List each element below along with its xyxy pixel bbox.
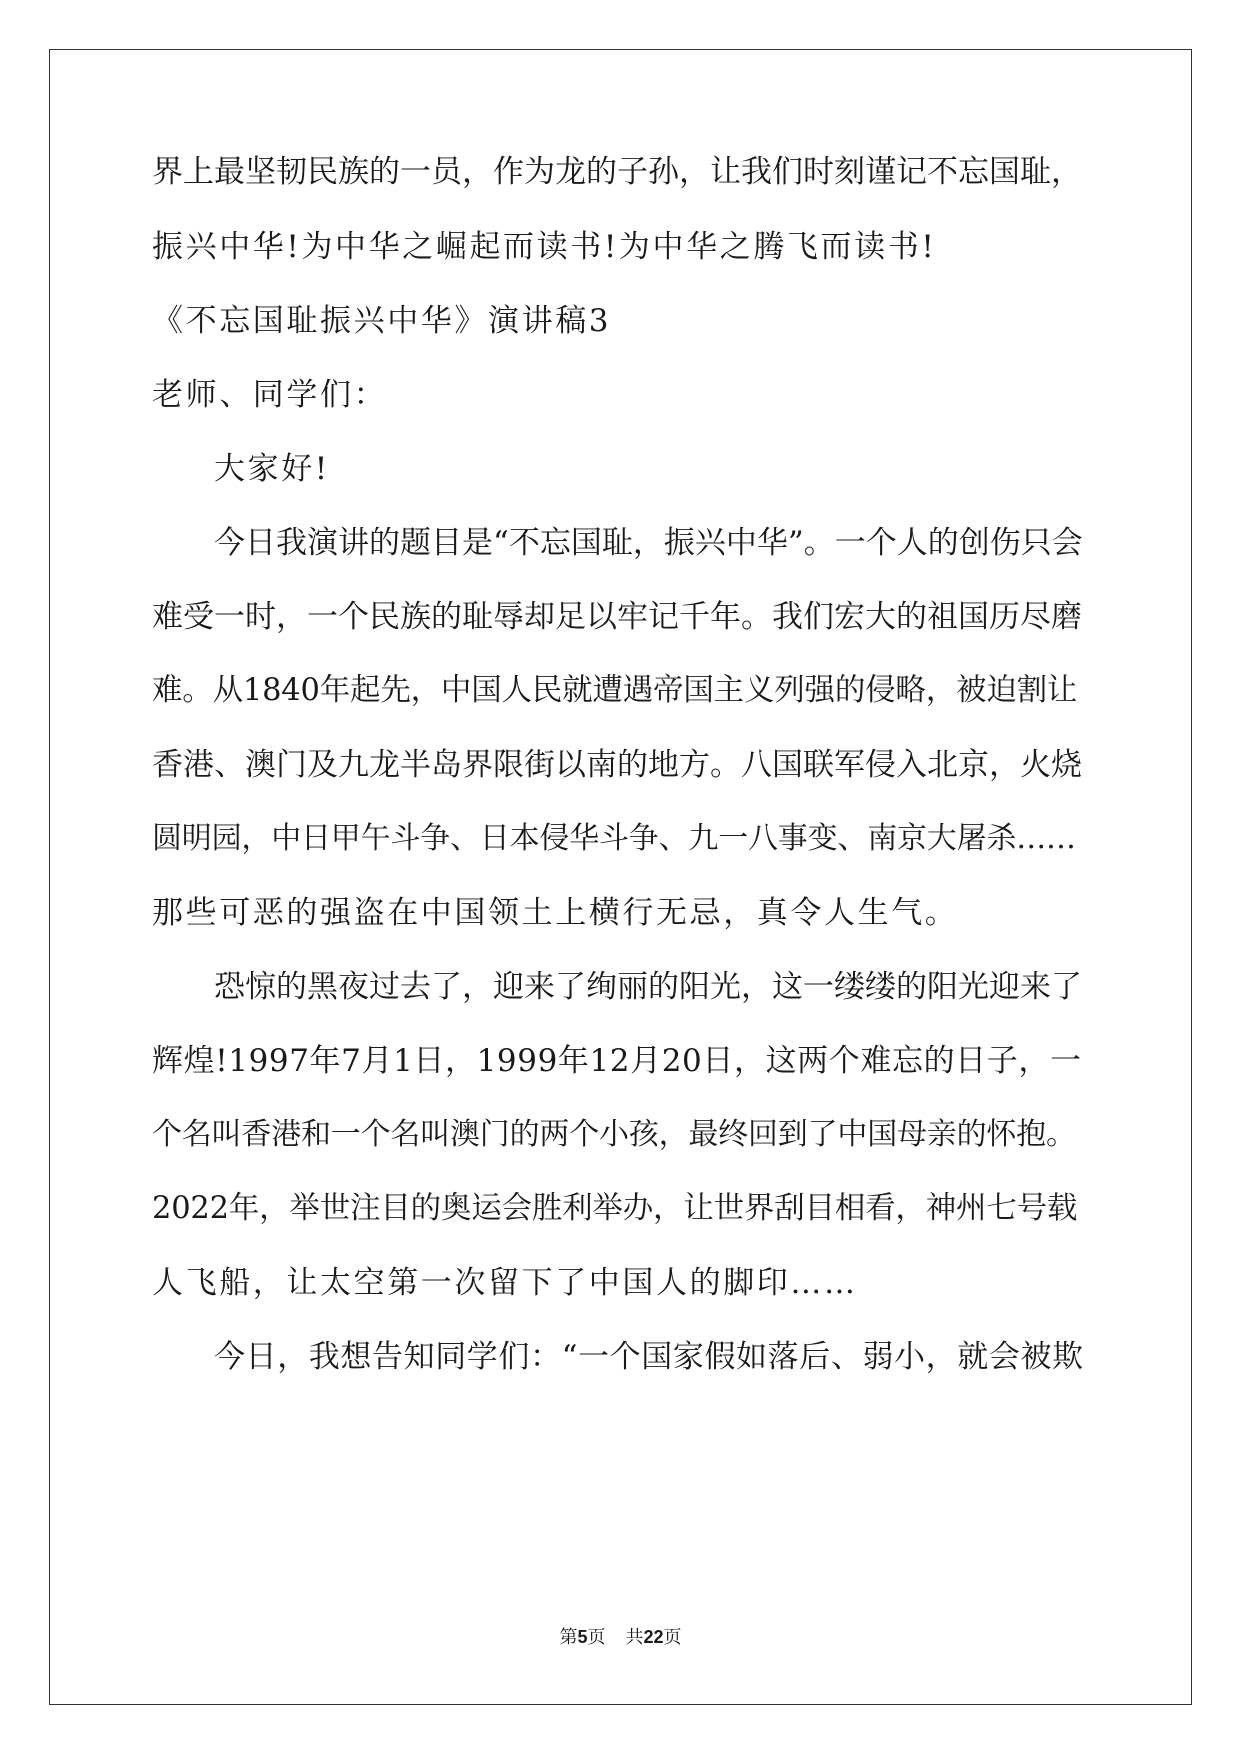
text-line: 界上最坚韧民族的一员，作为龙的子孙，让我们时刻谨记不忘国耻， [152,154,1082,190]
greeting: 大家好! [214,451,330,487]
salutation: 老师、同学们： [152,377,388,413]
page-footer [0,1625,1241,1650]
text-line: 振兴中华!为中华之崛起而读书!为中华之腾飞而读书! [152,229,937,265]
footer-total-suffix: 页 [663,1627,682,1648]
text-line: 人飞船，让太空第一次留下了中国人的脚印…… [152,1265,858,1301]
total-pages-number: 22 [643,1627,664,1647]
text-line: 个名叫香港和一个名叫澳门的两个小孩，最终回到了中国母亲的怀抱。 [152,1117,1076,1152]
text-line: 圆明园，中日甲午斗争、日本侵华斗争、九一八事变、南京大屠杀…… [152,821,1076,856]
footer-prefix: 第 [559,1627,578,1648]
section-heading: 《不忘国耻振兴中华》演讲稿3 [152,303,612,339]
text-line: 香港、澳门及九龙半岛界限街以南的地方。八国联军侵入北京，火烧 [152,747,1082,783]
text-line: 今日我演讲的题目是“不忘国耻，振兴中华”。一个人的创伤只会 [214,525,1083,561]
text-line: 恐惊的黑夜过去了，迎来了绚丽的阳光，这一缕缕的阳光迎来了 [214,969,1082,1005]
footer-total-prefix: 共 [625,1627,644,1648]
text-line: 那些可恶的强盗在中国领土上横行无忌，真令人生气。 [152,895,959,931]
text-line: 难受一时，一个民族的耻辱却足以牢记千年。我们宏大的祖国历尽磨 [152,599,1082,635]
text-line: 2022年，举世注目的奥运会胜利举办，让世界刮目相看，神州七号载 [152,1191,1078,1226]
text-line: 今日，我想告知同学们：“一个国家假如落后、弱小，就会被欺 [214,1339,1084,1375]
text-line: 辉煌!1997年7月1日，1999年12月20日，这两个难忘的日子，一 [152,1043,1082,1079]
page-border [49,49,1192,1705]
footer-page-suffix: 页 [587,1627,606,1648]
text-line: 难。从1840年起先，中国人民就遭遇帝国主义列强的侵略，被迫割让 [152,673,1078,708]
current-page-number: 5 [577,1627,588,1647]
